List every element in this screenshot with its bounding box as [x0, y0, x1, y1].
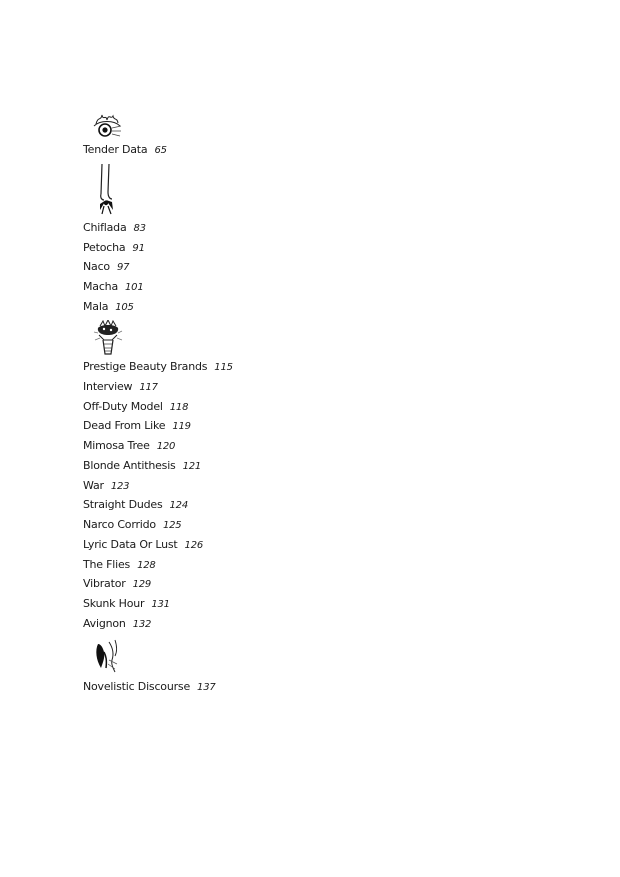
toc-entry[interactable] — [83, 518, 181, 533]
toc-entry[interactable] — [83, 558, 156, 573]
entry-title: War — [83, 479, 104, 492]
toc-entry[interactable] — [83, 439, 175, 454]
entry-page-number: 123 — [110, 481, 130, 492]
entry-page-number: 97 — [116, 262, 130, 273]
entry-page-number: 124 — [169, 500, 189, 511]
toc-entry[interactable] — [83, 597, 170, 612]
entry-page-number: 126 — [184, 540, 204, 551]
entry-title: Petocha — [83, 241, 126, 254]
toc-entry[interactable] — [83, 300, 134, 315]
entry-title: Macha — [83, 280, 118, 293]
entry-title: Chiflada — [83, 221, 127, 234]
toc-entry[interactable] — [83, 360, 233, 375]
toc-entry[interactable] — [83, 400, 188, 415]
entry-title: Novelistic Discourse — [83, 680, 191, 693]
toc-entry[interactable] — [83, 577, 151, 592]
entry-page-number: 131 — [151, 599, 170, 610]
entry-title: Skunk Hour — [83, 597, 145, 610]
entry-page-number: 125 — [162, 520, 182, 531]
entry-title: Tender Data — [83, 143, 148, 156]
entry-page-number: 129 — [132, 579, 152, 590]
entry-page-number: 101 — [125, 282, 144, 293]
entry-title: Narco Corrido — [83, 518, 156, 531]
entry-title: Blonde Antithesis — [83, 459, 176, 472]
toc-entry[interactable] — [83, 538, 203, 553]
entry-title: Mimosa Tree — [83, 439, 150, 452]
entry-page-number: 137 — [197, 682, 216, 693]
entry-title: Avignon — [83, 617, 126, 630]
entry-title: Mala — [83, 300, 109, 313]
entry-page-number: 65 — [154, 145, 167, 156]
flaming-eye-icon — [90, 112, 124, 140]
crowned-torch-icon — [91, 320, 125, 356]
toc-entry[interactable] — [83, 221, 146, 236]
entry-title: Prestige Beauty Brands — [83, 360, 208, 373]
entry-title: Naco — [83, 260, 110, 273]
toc-entry[interactable] — [83, 479, 129, 494]
toc-entry[interactable] — [83, 280, 144, 295]
entry-page-number: 117 — [139, 382, 158, 393]
toc-entry[interactable] — [83, 260, 129, 275]
entry-page-number: 132 — [132, 619, 152, 630]
entry-page-number: 91 — [132, 243, 145, 254]
toc-entry[interactable] — [83, 459, 201, 474]
entry-title: Interview — [83, 380, 133, 393]
toc-entry[interactable] — [83, 419, 191, 434]
entry-title: Vibrator — [83, 577, 126, 590]
entry-page-number: 128 — [137, 560, 156, 571]
entry-page-number: 118 — [169, 402, 189, 413]
toc-entry[interactable] — [83, 617, 151, 632]
dangling-bow-legs-icon — [94, 164, 118, 216]
entry-title: Straight Dudes — [83, 498, 163, 511]
toc-entry[interactable] — [83, 498, 188, 513]
entry-title: Lyric Data Or Lust — [83, 538, 178, 551]
entry-title: Off-Duty Model — [83, 400, 163, 413]
toc-entry[interactable] — [83, 380, 158, 395]
entry-title: The Flies — [83, 558, 131, 571]
toc-entry[interactable] — [83, 143, 167, 158]
toc-entry[interactable] — [83, 680, 216, 695]
entry-title: Dead From Like — [83, 419, 166, 432]
entry-page-number: 83 — [133, 223, 146, 234]
toc-entry[interactable] — [83, 241, 145, 256]
entry-page-number: 115 — [214, 362, 233, 373]
entry-page-number: 119 — [172, 421, 191, 432]
entry-page-number: 121 — [182, 461, 202, 472]
entry-page-number: 120 — [156, 441, 176, 452]
entry-page-number: 105 — [115, 302, 134, 313]
silhouette-figure-icon — [93, 638, 121, 676]
